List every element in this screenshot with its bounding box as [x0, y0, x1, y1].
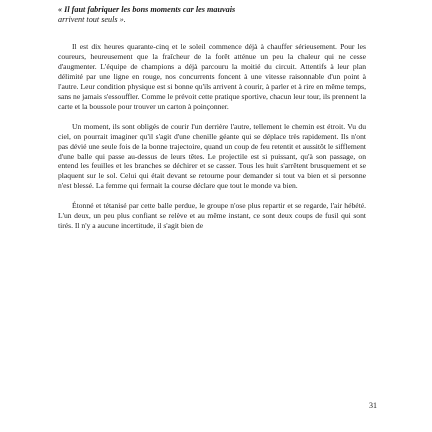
paragraph-3: Étonné et tétanisé par cette balle perdue, le groupe n'ose plus repartir et se regarde, l'air hébété. L'un deux, un peu plus confiant se relève et au même instant, ce sont deux coups de fusil qui sont tirés. Il n'y a aucune incertitude, il s'agit bien de: [58, 201, 366, 231]
epigraph-quote-continuation: arrivent tout seuls ».: [58, 15, 126, 24]
paragraph-2: Un moment, ils sont obligés de courir l'un derrière l'autre, tellement le chemin est étroit. Vu du ciel, on pourrait imaginer qu'il s'agit d'une chenille géante qui se déplace très rapidement. Ils n'ont pas dévié une seule fois de la bonne trajectoire, quand un coup de feu retentit et aussitôt le sifflement d'une balle qui passe au-dessus de leurs têtes. Le projectile est si puissant, qu'à son passage, on entend les feuilles et les branches se déchirer et se casser. Tous les huit s'arrêtent brusquement et se plaquent sur le sol. Celui qui était devant se retourne pour demander si tout va bien et si personne n'est blessé. La femme qui fermait la course déclare que tout le monde va bien.: [58, 121, 366, 191]
page-number: 31: [369, 401, 377, 410]
book-page: [58, 0, 366, 231]
epigraph-quote: « Il faut fabriquer les bons moments car les mauvais: [58, 5, 236, 14]
paragraph-1: Il est dix heures quarante-cinq et le soleil commence déjà à chauffer sérieusement. Pour les coureurs, heureusement que la fraîcheur de la forêt atténue un peu la chaleur qui ne cesse d'augmenter. L'équipe de champions a déjà parcouru la moitié du circuit. Attentifs à leur plan délimité par une ligne en rouge, nos concurrents foncent à une vitesse raisonnable d'un point à l'autre. Leur condition physique est si bonne qu'ils arrivent à courir, à parler et à rire en même temps, sans ne jamais s'essouffler. Comme le prévoit cette pratique sportive, chacun leur tour, ils prennent la carte et la boussole pour trouver un carton à poinçonner.: [58, 42, 366, 111]
